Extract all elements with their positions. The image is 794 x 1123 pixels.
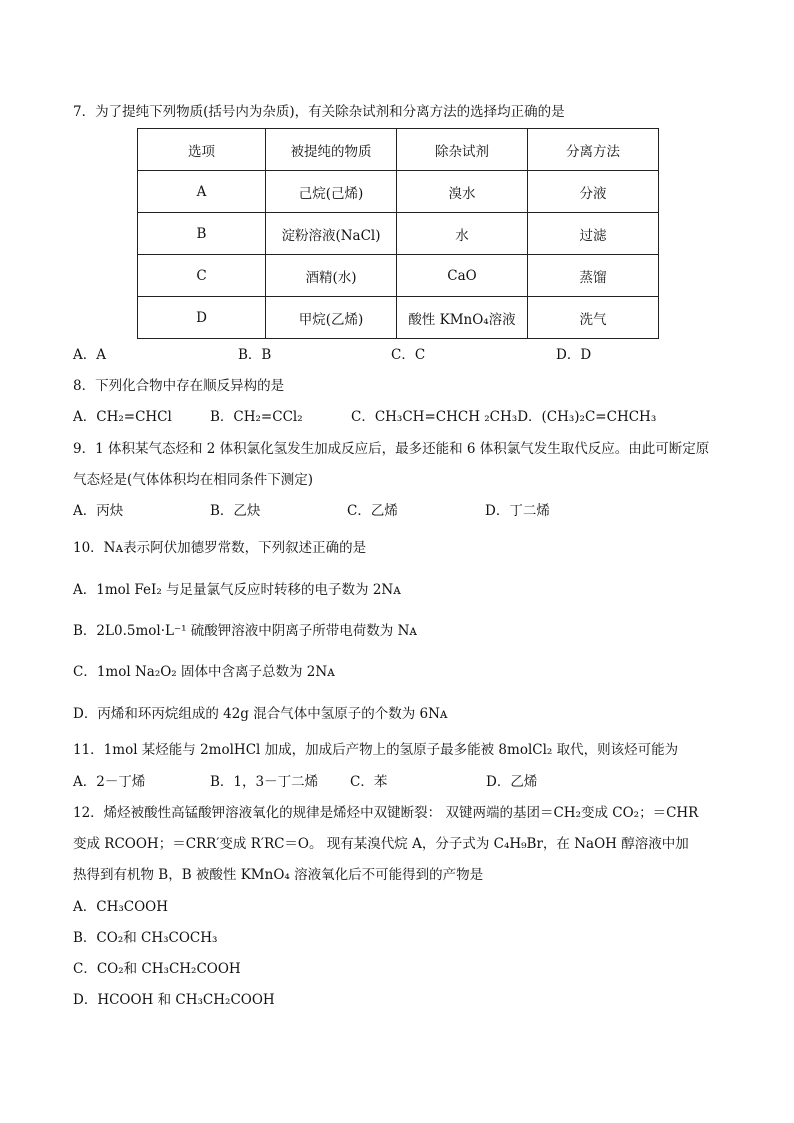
table-cell: 酒精(水) xyxy=(266,255,397,297)
table-cell: B xyxy=(138,213,266,255)
q7-options xyxy=(73,345,591,365)
table-row xyxy=(138,171,659,213)
option-c[interactable]: C．C xyxy=(391,347,426,363)
option-c[interactable]: C．1mol Na₂O₂ 固体中含离子总数为 2Nᴀ xyxy=(73,664,335,680)
q7-table xyxy=(137,128,659,339)
option-c[interactable]: C．乙烯 xyxy=(347,503,398,519)
q7-stem: 7．为了提纯下列物质(括号内为杂质)，有关除杂试剂和分离方法的选择均正确的是 xyxy=(73,104,565,120)
option-c[interactable]: C．CH₃CH=CHCH ₂CH₃ xyxy=(351,409,518,425)
q12-stem-line1: 12．烯烃被酸性高锰酸钾溶液氧化的规律是烯烃中双键断裂： 双键两端的基团＝CH₂变成 CO₂；＝CHR xyxy=(73,805,699,821)
option-b[interactable]: B．1，3－丁二烯 xyxy=(210,774,319,790)
option-a[interactable]: A．2－丁烯 xyxy=(73,774,146,790)
option-d[interactable]: D．丙烯和环丙烷组成的 42g 混合气体中氢原子的个数为 6Nᴀ xyxy=(73,706,448,722)
option-d[interactable]: D．乙烯 xyxy=(486,774,538,790)
q11-stem: 11．1mol 某烃能与 2molHCl 加成，加成后产物上的氢原子最多能被 8molCl₂ 取代，则该烃可能为 xyxy=(73,742,679,758)
table-cell: 淀粉溶液(NaCl) xyxy=(266,213,397,255)
option-a[interactable]: A．CH₃COOH xyxy=(73,899,169,915)
table-cell: 己烷(己烯) xyxy=(266,171,397,213)
option-d[interactable]: D．D xyxy=(556,347,592,363)
table-row xyxy=(138,213,659,255)
q9-stem-line2: 气态烃是(气体体积均在相同条件下测定) xyxy=(73,472,314,488)
table-cell: 蒸馏 xyxy=(528,255,659,297)
table-cell: 溴水 xyxy=(397,171,528,213)
table-cell: 过滤 xyxy=(528,213,659,255)
table-cell: 洗气 xyxy=(528,297,659,339)
option-a[interactable]: A．1mol FeI₂ 与足量氯气反应时转移的电子数为 2Nᴀ xyxy=(73,582,401,598)
option-d[interactable]: D．(CH₃)₂C=CHCH₃ xyxy=(517,409,657,425)
table-cell: C xyxy=(138,255,266,297)
q8-options xyxy=(73,407,656,427)
table-header: 除杂试剂 xyxy=(397,129,528,171)
q9-stem-line1: 9．1 体积某气态烃和 2 体积氯化氢发生加成反应后，最多还能和 6 体积氯气发生取代反应。由此可断定原 xyxy=(73,441,710,457)
table-row xyxy=(138,255,659,297)
option-c[interactable]: C．苯 xyxy=(350,774,388,790)
option-d[interactable]: D．丁二烯 xyxy=(485,503,550,519)
table-header: 分离方法 xyxy=(528,129,659,171)
option-b[interactable]: B．2L0.5mol·L⁻¹ 硫酸钾溶液中阴离子所带电荷数为 Nᴀ xyxy=(73,623,418,639)
table-cell: 水 xyxy=(397,213,528,255)
table-header: 选项 xyxy=(138,129,266,171)
table-cell: D xyxy=(138,297,266,339)
q11-options xyxy=(73,772,537,792)
option-a[interactable]: A．丙炔 xyxy=(73,503,124,519)
option-b[interactable]: B．B xyxy=(238,347,272,363)
table-header-row xyxy=(138,129,659,171)
q8-stem: 8．下列化合物中存在顺反异构的是 xyxy=(73,378,285,394)
table-row xyxy=(138,297,659,339)
table-header: 被提纯的物质 xyxy=(266,129,397,171)
table-cell: CaO xyxy=(397,255,528,297)
option-b[interactable]: B．乙炔 xyxy=(210,503,261,519)
option-a[interactable]: A．CH₂=CHCl xyxy=(73,409,172,425)
option-b[interactable]: B．CO₂和 CH₃COCH₃ xyxy=(73,930,218,946)
table-cell: 酸性 KMnO₄溶液 xyxy=(397,297,528,339)
option-c[interactable]: C．CO₂和 CH₃CH₂COOH xyxy=(73,961,241,977)
q10-stem: 10．Nᴀ表示阿伏加德罗常数，下列叙述正确的是 xyxy=(73,540,367,556)
q12-stem-line3: 热得到有机物 B，B 被酸性 KMnO₄ 溶液氧化后不可能得到的产物是 xyxy=(73,867,484,883)
option-d[interactable]: D．HCOOH 和 CH₃CH₂COOH xyxy=(73,992,275,1008)
table-cell: A xyxy=(138,171,266,213)
table-cell: 分液 xyxy=(528,171,659,213)
q9-options xyxy=(73,501,550,521)
q12-stem-line2: 变成 RCOOH；＝CRR′变成 R′RC＝O。 现有某溴代烷 A，分子式为 C₄H₉Br，在 NaOH 醇溶液中加 xyxy=(73,836,689,852)
option-a[interactable]: A．A xyxy=(73,347,106,363)
table-cell: 甲烷(乙烯) xyxy=(266,297,397,339)
option-b[interactable]: B．CH₂=CCl₂ xyxy=(210,409,303,425)
